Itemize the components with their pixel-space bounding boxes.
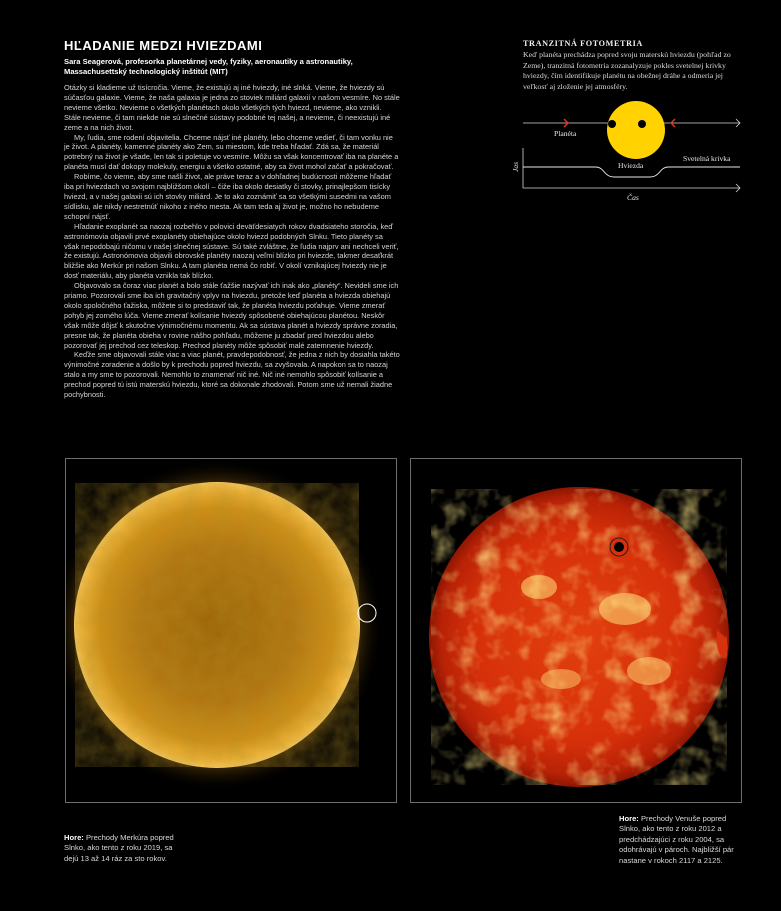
curve-label: Svetelná krivka	[683, 154, 731, 163]
article-body	[64, 83, 400, 400]
article-paragraph: Hľadanie exoplanét sa naozaj rozbehlo v polovici deväťdesiatych rokov dvadsiateho storočia, keď astronómovia objavili prvé exoplanéty obiehajúce okolo hviezd podobných Slnku. Tieto planéty sa však nepodobajú ničomu v našej slnečnej sústave. Sú také zvláštne, že ľudia najprv ani nechceli veriť, že existujú. Astronómovia objavili obrovské planéty naozaj veľmi blízko pri hviezde, takmer desaťkrát bližšie ako Merkúr pri našom Slnku. A tam planéta nemá čo robiť. V okolí vznikajúcej hviezdy nie je dosť materiálu, aby planéta vznikla tak blízko.	[64, 221, 399, 281]
x-axis-label: Čas	[627, 193, 639, 202]
y-axis-label: Jas	[511, 161, 520, 172]
article-paragraph: My, ľudia, sme rodení objavitelia. Chceme nájsť iné planéty, lebo chceme vedieť, či tam vonku nie je život. A planéty, kamenné planéty ako Zem, su miestom, kde treba hľadať. Zdá sa, že materiál potrebný na život je všade, len tak si poletuje vo vesmíre. Môžu sa však koncentrovať iba na planéte a planéta musí dať dokopy molekuly, energiu a všetko ostatné, aby sa život mohol začať a pokračovať.	[64, 132, 399, 172]
photo-mercury-transit	[65, 458, 397, 803]
article-byline: Sara Seagerová, profesorka planetárnej vedy, fyziky, aeronautiky a astronautiky, Massachusettský technologický inštitút (MIT)	[64, 57, 353, 76]
article-paragraph: Otázky si kladieme už tisícročia. Vieme, že existujú aj iné hviezdy, iné slnká. Vieme, že hviezdy sú súčasťou galaxie. Vieme, že naša galaxia je jedna zo stoviek miliárd galaxií v našom vesmíre. No stále nevieme všetko. Nevieme o všetkých planétach okolo všetkých tých hviezd, nevieme, ako vznikli. Stále nevieme, či tam niekde nie sú slnečné sústavy podobné tej našej, a nevieme, či neexistujú iné zeme a na nich život.	[64, 83, 400, 132]
caption-lead: Hore:	[619, 814, 639, 823]
caption-mercury	[64, 833, 184, 864]
venus-disc	[614, 542, 624, 552]
sidebar-title: TRANZITNÁ FOTOMETRIA	[523, 39, 643, 48]
sun-image-red	[411, 459, 741, 802]
transit-sidebar	[523, 38, 745, 92]
caption-text: Prechody Merkúra popred Slnko, ako tento z roku 2019, sa dejú 13 až 14 ráz za sto rokov.	[64, 833, 174, 863]
photo-venus-transit	[410, 458, 742, 803]
article-paragraph: Keďže sme objavovali stále viac a viac planét, pravdepodobnosť, že jedna z nich by dosiahla takéto výnimočné zoradenie a došlo by k prechodu popred hviezdu, sa zvyšovala. A napokon sa to naozaj stalo a my sme to pozorovali. Nemohlo to znamenať nič iné. Nič iné nemohlo spôsobiť kolísanie a prechod popred tú istú materskú hviezdu, ktoré sa dokonale zhodovali. Potom sme už nemali žiadne pochybnosti.	[64, 350, 400, 400]
sun-image-gold	[66, 459, 396, 802]
star-label: Hviezda	[618, 161, 644, 170]
caption-text: Prechody Venuše popred Slnko, ako tento z roku 2012 a predchádzajúci z roku 2004, sa odohrávajú v pároch. Najbližší pár nastane v rokoch 2117 a 2125.	[619, 814, 734, 865]
caption-lead: Hore:	[64, 833, 84, 842]
article-title: HĽADANIE MEDZI HVIEZDAMI	[64, 38, 263, 53]
article-paragraph: Robíme, čo vieme, aby sme našli život, ale práve teraz a v dohľadnej budúcnosti môžeme hľadať iba pri hviezdach vo svojom najbližšom okolí – čiže iba okolo desiatky či stovky, prinajlepšom tisícky hviezd, a v našej galaxii sú ich stovky miliárd. Je to ako zoznámiť sa so všetkými susedmi na vašom sídlisku, ale nikdy nestretnúť nikoho z iného mesta. Ak tam teda aj život je, možno ho nebudeme schopní nájsť.	[64, 172, 392, 221]
planet-dot	[638, 120, 646, 128]
article-paragraph: Objavovalo sa čoraz viac planét a bolo stále ťažšie nazývať ich inak ako „planéty“. Nevideli sme ich priamo. Pozorovali sme iba ich gravitačný vplyv na hviezdu, pretože keď planéta a hviezda obiehajú okolo spoločného ťažiska, môžete si to predstaviť tak, že planéta hviezdu poťahuje. Vieme zmerať pohyb jej zorného lúča. Vieme zmerať kolísanie hviezdy spôsobené obiehajúcou planétou. Neskôr však môže dôjsť k skutočne výnimočnému momentu. Ak sa sústava planét a hviezdy správne zoradia, presne tak, že planéta obieha v rovine nášho pohľadu, môžeme ju zbadať pred hviezdou alebo pozorovať jej prechod cez teleskop. Prechod planéty môže spôsobiť malé zatemnenie hviezdy.	[64, 281, 399, 350]
star-disc	[607, 101, 665, 159]
transit-diagram	[508, 100, 748, 210]
sidebar-text: Keď planéta prechádza popred svoju materskú hviezdu (pohľad zo Zeme), tranzitná fotometria zozanalyzuje pokles svetelnej krivky hviezdy, čím identifikuje planétu na obežnej dráhe a odmeria jej veľkosť aj zloženie jej atmosféry.	[523, 50, 731, 91]
article	[64, 38, 400, 400]
caption-venus	[619, 814, 749, 866]
planet-label: Planéta	[554, 129, 577, 138]
planet-dot	[608, 120, 616, 128]
